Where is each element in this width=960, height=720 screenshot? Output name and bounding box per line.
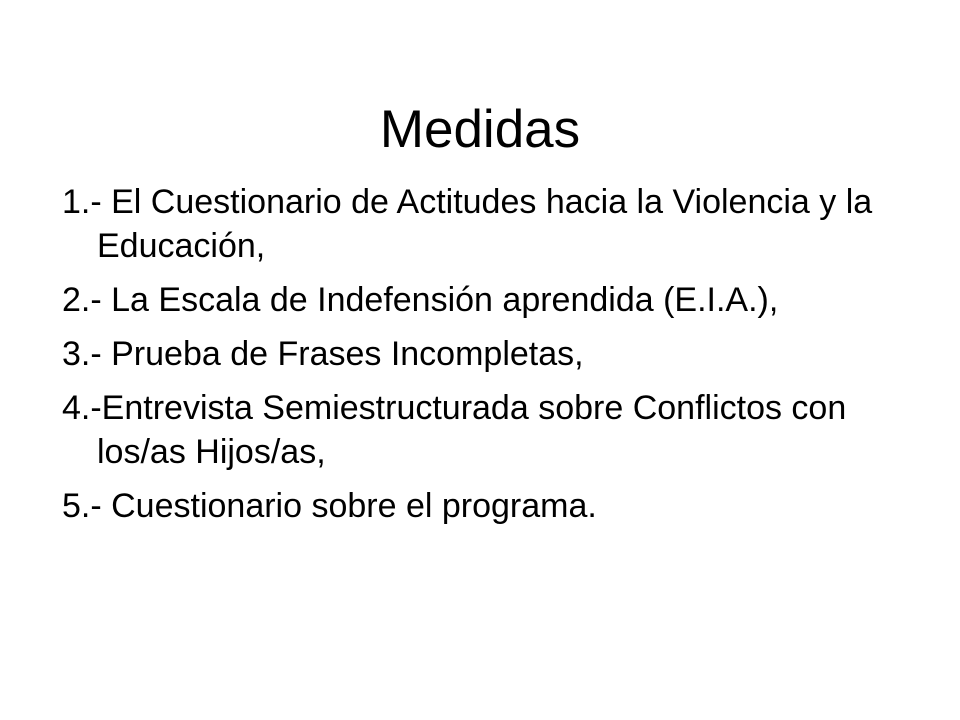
slide-title: Medidas	[379, 99, 581, 159]
list-item: 4.-Entrevista Semiestructurada sobre Conflictos con los/as Hijos/as,	[62, 389, 847, 471]
measures-list	[62, 180, 922, 538]
list-item: 2.- La Escala de Indefensión aprendida (E.I.A.),	[62, 281, 779, 319]
list-item: 1.- El Cuestionario de Actitudes hacia la Violencia y la Educación,	[62, 183, 873, 265]
list-item: 3.- Prueba de Frases Incompletas,	[62, 335, 584, 373]
list-item: 5.- Cuestionario sobre el programa.	[62, 487, 597, 525]
